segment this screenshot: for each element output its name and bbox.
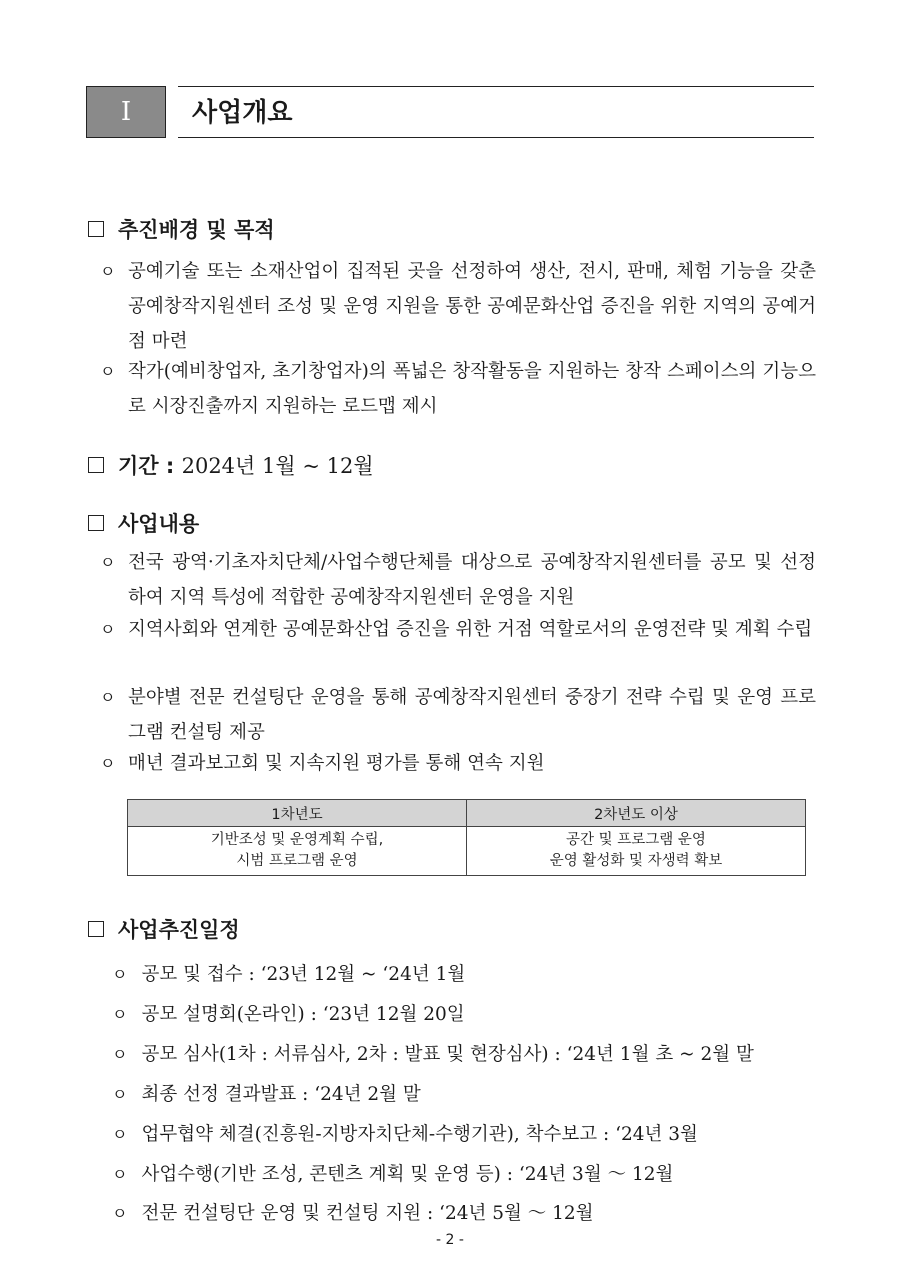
chapter-title: 사업개요 [192,98,293,128]
table-header: 1차년도 [128,800,467,827]
list-item: ㅇ 매년 결과보고회 및 지속지원 평가를 통해 연속 지원 [100,746,816,781]
table-cell: 공간 및 프로그램 운영 운영 활성화 및 자생력 확보 [467,827,806,876]
list-item: ㅇ 전국 광역·기초자치단체/사업수행단체를 대상으로 공예창작지원센터를 공모 및 선정하여 지역 특성에 적합한 공예창작지원센터 운영을 지원 [100,545,816,615]
list-item: ㅇ 지역사회와 연계한 공예문화산업 증진을 위한 거점 역할로서의 운영전략 및 계획 수립 [100,612,816,647]
list-item: ㅇ 작가(예비창업자, 초기창업자)의 폭넓은 창작활동을 지원하는 창작 스페이스의 기능으로 시장진출까지 지원하는 로드맵 제시 [100,354,816,424]
section-heading-schedule: 사업추진일정 [88,914,240,944]
circle-bullet-icon: ㅇ [100,688,116,707]
circle-bullet-icon: ㅇ [100,754,116,773]
table-header: 2차년도 이상 [467,800,806,827]
circle-bullet-icon: ㅇ [100,620,116,639]
list-item: ㅇ 전문 컨설팅단 운영 및 컨설팅 지원 : ‘24년 5월 ～ 12월 [112,1203,594,1224]
section-heading-content: 사업내용 [88,508,199,538]
circle-bullet-icon: ㅇ [100,362,116,381]
section-heading-period: 기간 : 2024년 1월 ~ 12월 [88,450,374,480]
list-item: ㅇ 공모 및 접수 : ‘23년 12월 ~ ‘24년 1월 [112,964,466,985]
checkbox-square-icon [88,515,104,531]
list-item: ㅇ 최종 선정 결과발표 : ‘24년 2월 말 [112,1084,421,1105]
circle-bullet-icon: ㅇ [100,553,116,572]
list-item: ㅇ 사업수행(기반 조성, 콘텐츠 계획 및 운영 등) : ‘24년 3월 ～ 12월 [112,1164,674,1185]
list-item: ㅇ 공모 심사(1차 : 서류심사, 2차 : 발표 및 현장심사) : ‘24년 1월 초 ~ 2월 말 [112,1044,754,1065]
page-number: - 2 - [436,1232,464,1248]
circle-bullet-icon: ㅇ [100,262,116,281]
circle-bullet-icon: ㅇ [112,1045,128,1064]
section-heading-background: 추진배경 및 목적 [88,214,275,244]
checkbox-square-icon [88,457,104,473]
list-item: ㅇ 분야별 전문 컨설팅단 운영을 통해 공예창작지원센터 중장기 전략 수립 및 운영 프로그램 컨설팅 제공 [100,680,816,750]
table-cell: 기반조성 및 운영계획 수립, 시범 프로그램 운영 [128,827,467,876]
chapter-number-box [86,86,166,138]
table-row [128,827,806,876]
list-item: ㅇ 공모 설명회(온라인) : ‘23년 12월 20일 [112,1004,465,1025]
chapter-number: I [120,97,132,127]
chapter-rule-bottom [178,137,814,138]
yearly-plan-table [127,799,806,876]
circle-bullet-icon: ㅇ [112,1165,128,1184]
circle-bullet-icon: ㅇ [112,1005,128,1024]
circle-bullet-icon: ㅇ [112,1085,128,1104]
list-item: ㅇ 업무협약 체결(진흥원-지방자치단체-수행기관), 착수보고 : ‘24년 3월 [112,1124,698,1145]
checkbox-square-icon [88,221,104,237]
period-value: 2024년 1월 ~ 12월 [181,454,374,478]
list-item: ㅇ 공예기술 또는 소재산업이 집적된 곳을 선정하여 생산, 전시, 판매, 체험 기능을 갖춘 공예창작지원센터 조성 및 운영 지원을 통한 공예문화산업 증진을 위한 지역의 공예거점 마련 [100,254,816,359]
circle-bullet-icon: ㅇ [112,1125,128,1144]
circle-bullet-icon: ㅇ [112,965,128,984]
checkbox-square-icon [88,921,104,937]
circle-bullet-icon: ㅇ [112,1204,128,1223]
chapter-rule-top [178,86,814,87]
